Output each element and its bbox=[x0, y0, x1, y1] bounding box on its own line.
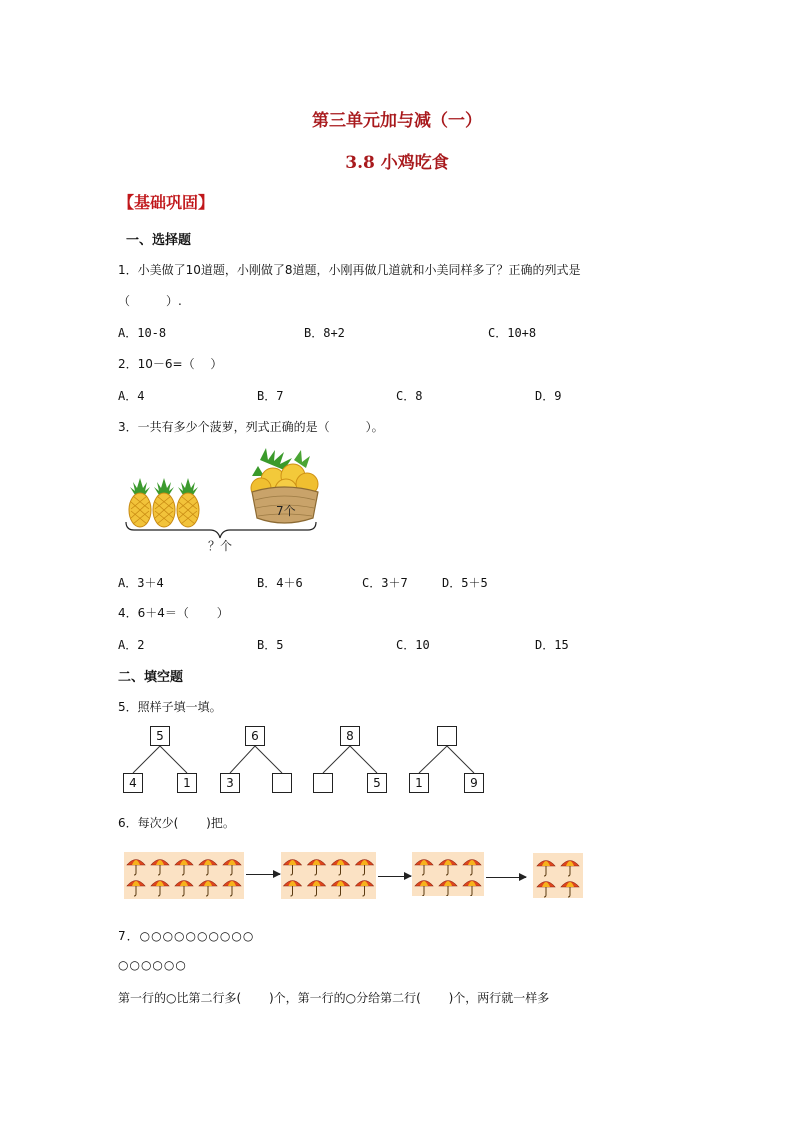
arrow-icon bbox=[378, 876, 411, 877]
q2-option-c[interactable]: C．8 bbox=[396, 389, 423, 403]
bond-top-box: 8 bbox=[340, 726, 360, 746]
q3-option-c[interactable]: C．3＋7 bbox=[362, 576, 408, 590]
umbrella-icon bbox=[284, 860, 302, 876]
q1-text: 1．小美做了10道题，小刚做了8道题，小刚再做几道就和小美同样多了？正确的列式是 bbox=[118, 263, 581, 277]
q2-text: 2．10－6=（ ） bbox=[118, 357, 223, 371]
q2-option-b[interactable]: B．7 bbox=[257, 389, 284, 403]
pineapple-icon bbox=[153, 478, 175, 527]
umbrella-icon bbox=[332, 881, 350, 897]
umbrella-icon bbox=[151, 860, 169, 876]
q3-option-a[interactable]: A．3＋4 bbox=[118, 576, 164, 590]
q7-row2: ○○○○○○ bbox=[118, 958, 187, 972]
brace-label: ？个 bbox=[208, 539, 233, 553]
basket-label: 7个 bbox=[276, 504, 296, 518]
bond-right-box: 1 bbox=[177, 773, 197, 793]
bond-left-box: 1 bbox=[409, 773, 429, 793]
umbrella-icon bbox=[151, 881, 169, 897]
section-label: 【基础巩固】 bbox=[118, 193, 215, 212]
lesson-title: 3.8 小鸡吃食 bbox=[345, 153, 449, 173]
umbrella-icon bbox=[127, 860, 145, 876]
umbrella-icon bbox=[463, 881, 481, 897]
arrow-icon bbox=[246, 874, 280, 875]
q4-option-b[interactable]: B．5 bbox=[257, 638, 284, 652]
umbrella-icon bbox=[223, 881, 241, 897]
q7-text: 第一行的○比第二行多( )个，第一行的○分给第二行( )个，两行就一样多 bbox=[118, 991, 550, 1005]
umbrella-group bbox=[124, 852, 244, 899]
umbrella-icon bbox=[415, 860, 433, 876]
umbrella-icon bbox=[308, 881, 326, 897]
umbrella-icon bbox=[284, 881, 302, 897]
q6-text: 6．每次少( )把。 bbox=[118, 816, 235, 830]
umbrella-icon bbox=[537, 861, 555, 877]
q3-text: 3．一共有多少个菠萝，列式正确的是（ ）。 bbox=[118, 420, 384, 434]
q3-option-b[interactable]: B．4＋6 bbox=[257, 576, 303, 590]
unit-title: 第三单元加与减（一） bbox=[312, 111, 482, 131]
bond-left-box: 3 bbox=[220, 773, 240, 793]
umbrella-group bbox=[412, 852, 484, 896]
q1-option-a[interactable]: A．10-8 bbox=[118, 326, 167, 340]
bond-blank-box[interactable] bbox=[437, 726, 457, 746]
q4-option-d[interactable]: D．15 bbox=[535, 638, 569, 652]
umbrella-icon bbox=[439, 881, 457, 897]
umbrella-icon bbox=[561, 882, 579, 898]
q2-option-d[interactable]: D．9 bbox=[535, 389, 562, 403]
q2-option-a[interactable]: A．4 bbox=[118, 389, 145, 403]
umbrella-icon bbox=[332, 860, 350, 876]
umbrella-icon bbox=[199, 881, 217, 897]
bond-right-box: 9 bbox=[464, 773, 484, 793]
arrow-icon bbox=[486, 877, 526, 878]
umbrella-icon bbox=[537, 882, 555, 898]
umbrella-group bbox=[281, 852, 376, 899]
pineapple-illustration bbox=[118, 446, 328, 558]
part2-heading: 二、填空题 bbox=[118, 670, 184, 685]
q7-row1: 7．○○○○○○○○○○ bbox=[118, 929, 255, 943]
pineapple-icon bbox=[177, 478, 199, 527]
umbrella-icon bbox=[356, 860, 374, 876]
umbrella-icon bbox=[223, 860, 241, 876]
q4-option-a[interactable]: A．2 bbox=[118, 638, 145, 652]
bond-blank-box[interactable] bbox=[313, 773, 333, 793]
umbrella-icon bbox=[463, 860, 481, 876]
umbrella-icon bbox=[415, 881, 433, 897]
umbrella-icon bbox=[439, 860, 457, 876]
bond-right-box: 5 bbox=[367, 773, 387, 793]
umbrella-icon bbox=[175, 881, 193, 897]
brace bbox=[126, 522, 316, 538]
q3-option-d[interactable]: D．5＋5 bbox=[442, 576, 488, 590]
part1-heading: 一、选择题 bbox=[126, 233, 192, 248]
q5-text: 5．照样子填一填。 bbox=[118, 700, 222, 714]
bond-blank-box[interactable] bbox=[272, 773, 292, 793]
umbrella-icon bbox=[308, 860, 326, 876]
q1-option-c[interactable]: C．10+8 bbox=[488, 326, 537, 340]
bond-top-box: 5 bbox=[150, 726, 170, 746]
umbrella-icon bbox=[199, 860, 217, 876]
bond-top-box: 6 bbox=[245, 726, 265, 746]
q1-option-b[interactable]: B．8+2 bbox=[304, 326, 345, 340]
pineapple-icon bbox=[129, 478, 151, 527]
umbrella-icon bbox=[561, 861, 579, 877]
umbrella-icon bbox=[356, 881, 374, 897]
bond-left-box: 4 bbox=[123, 773, 143, 793]
umbrella-icon bbox=[175, 860, 193, 876]
q4-text: 4．6＋4＝（ ） bbox=[118, 606, 229, 620]
q4-option-c[interactable]: C．10 bbox=[396, 638, 430, 652]
q1-text-cont: （ ）. bbox=[118, 294, 182, 308]
umbrella-icon bbox=[127, 881, 145, 897]
umbrella-group bbox=[533, 853, 583, 898]
